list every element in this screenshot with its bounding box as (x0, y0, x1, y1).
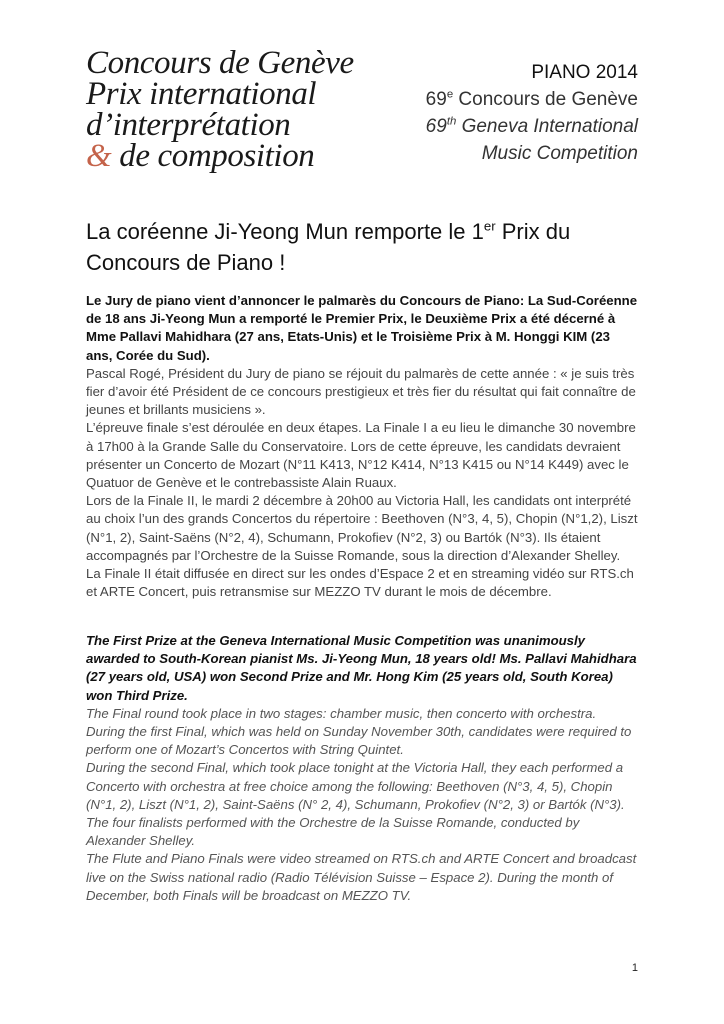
french-paragraph-4: La Finale II était diffusée en direct sur les ondes d’Espace 2 et en streaming vidéo sur RTS.ch et ARTE Concert, puis retransmise sur MEZZO TV durant le mois de décembre. (86, 566, 634, 600)
french-paragraph-3: Lors de la Finale II, le mardi 2 décembre à 20h00 au Victoria Hall, les candidats ont interprété au choix l’un des grands Concertos du répertoire : Beethoven (N°3, 4, 5), Chopin (N°1,2), Liszt (N°1, 2), Saint-Saëns (N°2, 4), Schumann, Prokofiev (N°2, 3) ou Bartók (N°3). Ils étaient accompagnés par l’Orchestre de la Suisse Romande, sous la direction d’Alexander Shelley. (86, 493, 638, 563)
edition-english-line-2: Music Competition (481, 143, 638, 164)
page-number: 1 (631, 962, 638, 974)
logo-line-2: Prix international (86, 76, 317, 112)
edition-en-number: 69 (425, 116, 447, 137)
french-body (86, 365, 638, 602)
edition-en-ordinal: th (446, 115, 457, 128)
logo-line-4-text: de composition (119, 138, 315, 174)
english-body (86, 705, 638, 905)
french-paragraph-2: L’épreuve finale s’est déroulée en deux étapes. La Finale I a eu lieu le dimanche 30 novembre à 17h00 à la Grande Salle du Conservatoire. Lors de cette épreuve, les candidats devraient présenter un Concerto de Mozart (N°11 K413, N°12 K414, N°13 K415 ou N°14 K449) avec le Quatuor de Genève et le contrebassiste Alain Ruaux. (86, 420, 636, 491)
english-paragraph-1: The Final round took place in two stages: chamber music, then concerto with orchestra. During the first Final, which was held on Sunday November 30th, candidates were required to perform one of Mozart’s Concertos with String Quintet. (86, 705, 632, 758)
edition-en-text: Geneva International (456, 116, 638, 137)
headline-part-2: Prix du Concours de Piano ! (86, 219, 571, 275)
logo-ampersand: & (86, 138, 112, 174)
edition-french (426, 86, 638, 113)
logo-line-1: Concours de Genève (86, 45, 354, 81)
english-lead-paragraph: The First Prize at the Geneva International Music Competition was unanimously awarded to South-Korean pianist Ms. Ji-Yeong Mun, 18 years old! Ms. Pallavi Mahidhara (27 years old, USA) won Second Prize and Mr. Hong Kim (25 years old, South Korea) won Third Prize. (86, 633, 637, 703)
english-section (86, 632, 638, 905)
french-lead-paragraph: Le Jury de piano vient d’annoncer le palmarès du Concours de Piano: La Sud-Coréenne de 18 ans Ji-Yeong Mun a remporté le Premier Prix, le Deuxième Prix a été décerné à Mme Pallavi Mahidhara (27 ans, Etats-Unis) et le Troisième Prix à M. Honggi KIM (23 ans, Corée du Sud). (86, 293, 638, 363)
edition-fr-text: Concours de Genève (453, 89, 638, 110)
french-section (86, 292, 638, 601)
logo-line-4 (86, 138, 354, 174)
press-headline (86, 216, 646, 278)
headline-part-1: La coréenne Ji-Yeong Mun remporte le 1 (86, 219, 484, 244)
edition-header (426, 60, 638, 167)
edition-fr-number: 69 (425, 89, 447, 110)
english-paragraph-3: The Flute and Piano Finals were video streamed on RTS.ch and ARTE Concert and broadcast live on the Swiss national radio (Radio Télévision Suisse – Espace 2). During the month of December, both Finals will be broadcast on MEZZO TV. (86, 851, 637, 903)
english-paragraph-2: During the second Final, which took place tonight at the Victoria Hall, they each performed a Concerto with orchestra at free choice among the following: Beethoven (N°3, 4, 5), Chopin (N°1, 2), Liszt (N°1, 2), Saint-Saëns (N° 2, 4), Schumann, Prokofiev (N°2, 3) or Bartók (N°3). The four finalists performed with the Orchestre de la Suisse Romande, conducted by Alexander Shelley. (86, 760, 625, 849)
edition-title: PIANO 2014 (531, 62, 638, 83)
edition-fr-ordinal: e (446, 88, 454, 101)
edition-english (426, 113, 638, 140)
french-paragraph-1: Pascal Rogé, Président du Jury de piano se réjouit du palmarès de cette année : « je suis très fier d’avoir été Président de ce concours prestigieux et très fier du résultat qui fait connaître de jeunes et brillants musiciens ». (86, 365, 636, 418)
headline-ordinal: er (483, 218, 496, 234)
logo-line-3: d’interprétation (86, 107, 291, 143)
competition-logo (86, 45, 354, 174)
